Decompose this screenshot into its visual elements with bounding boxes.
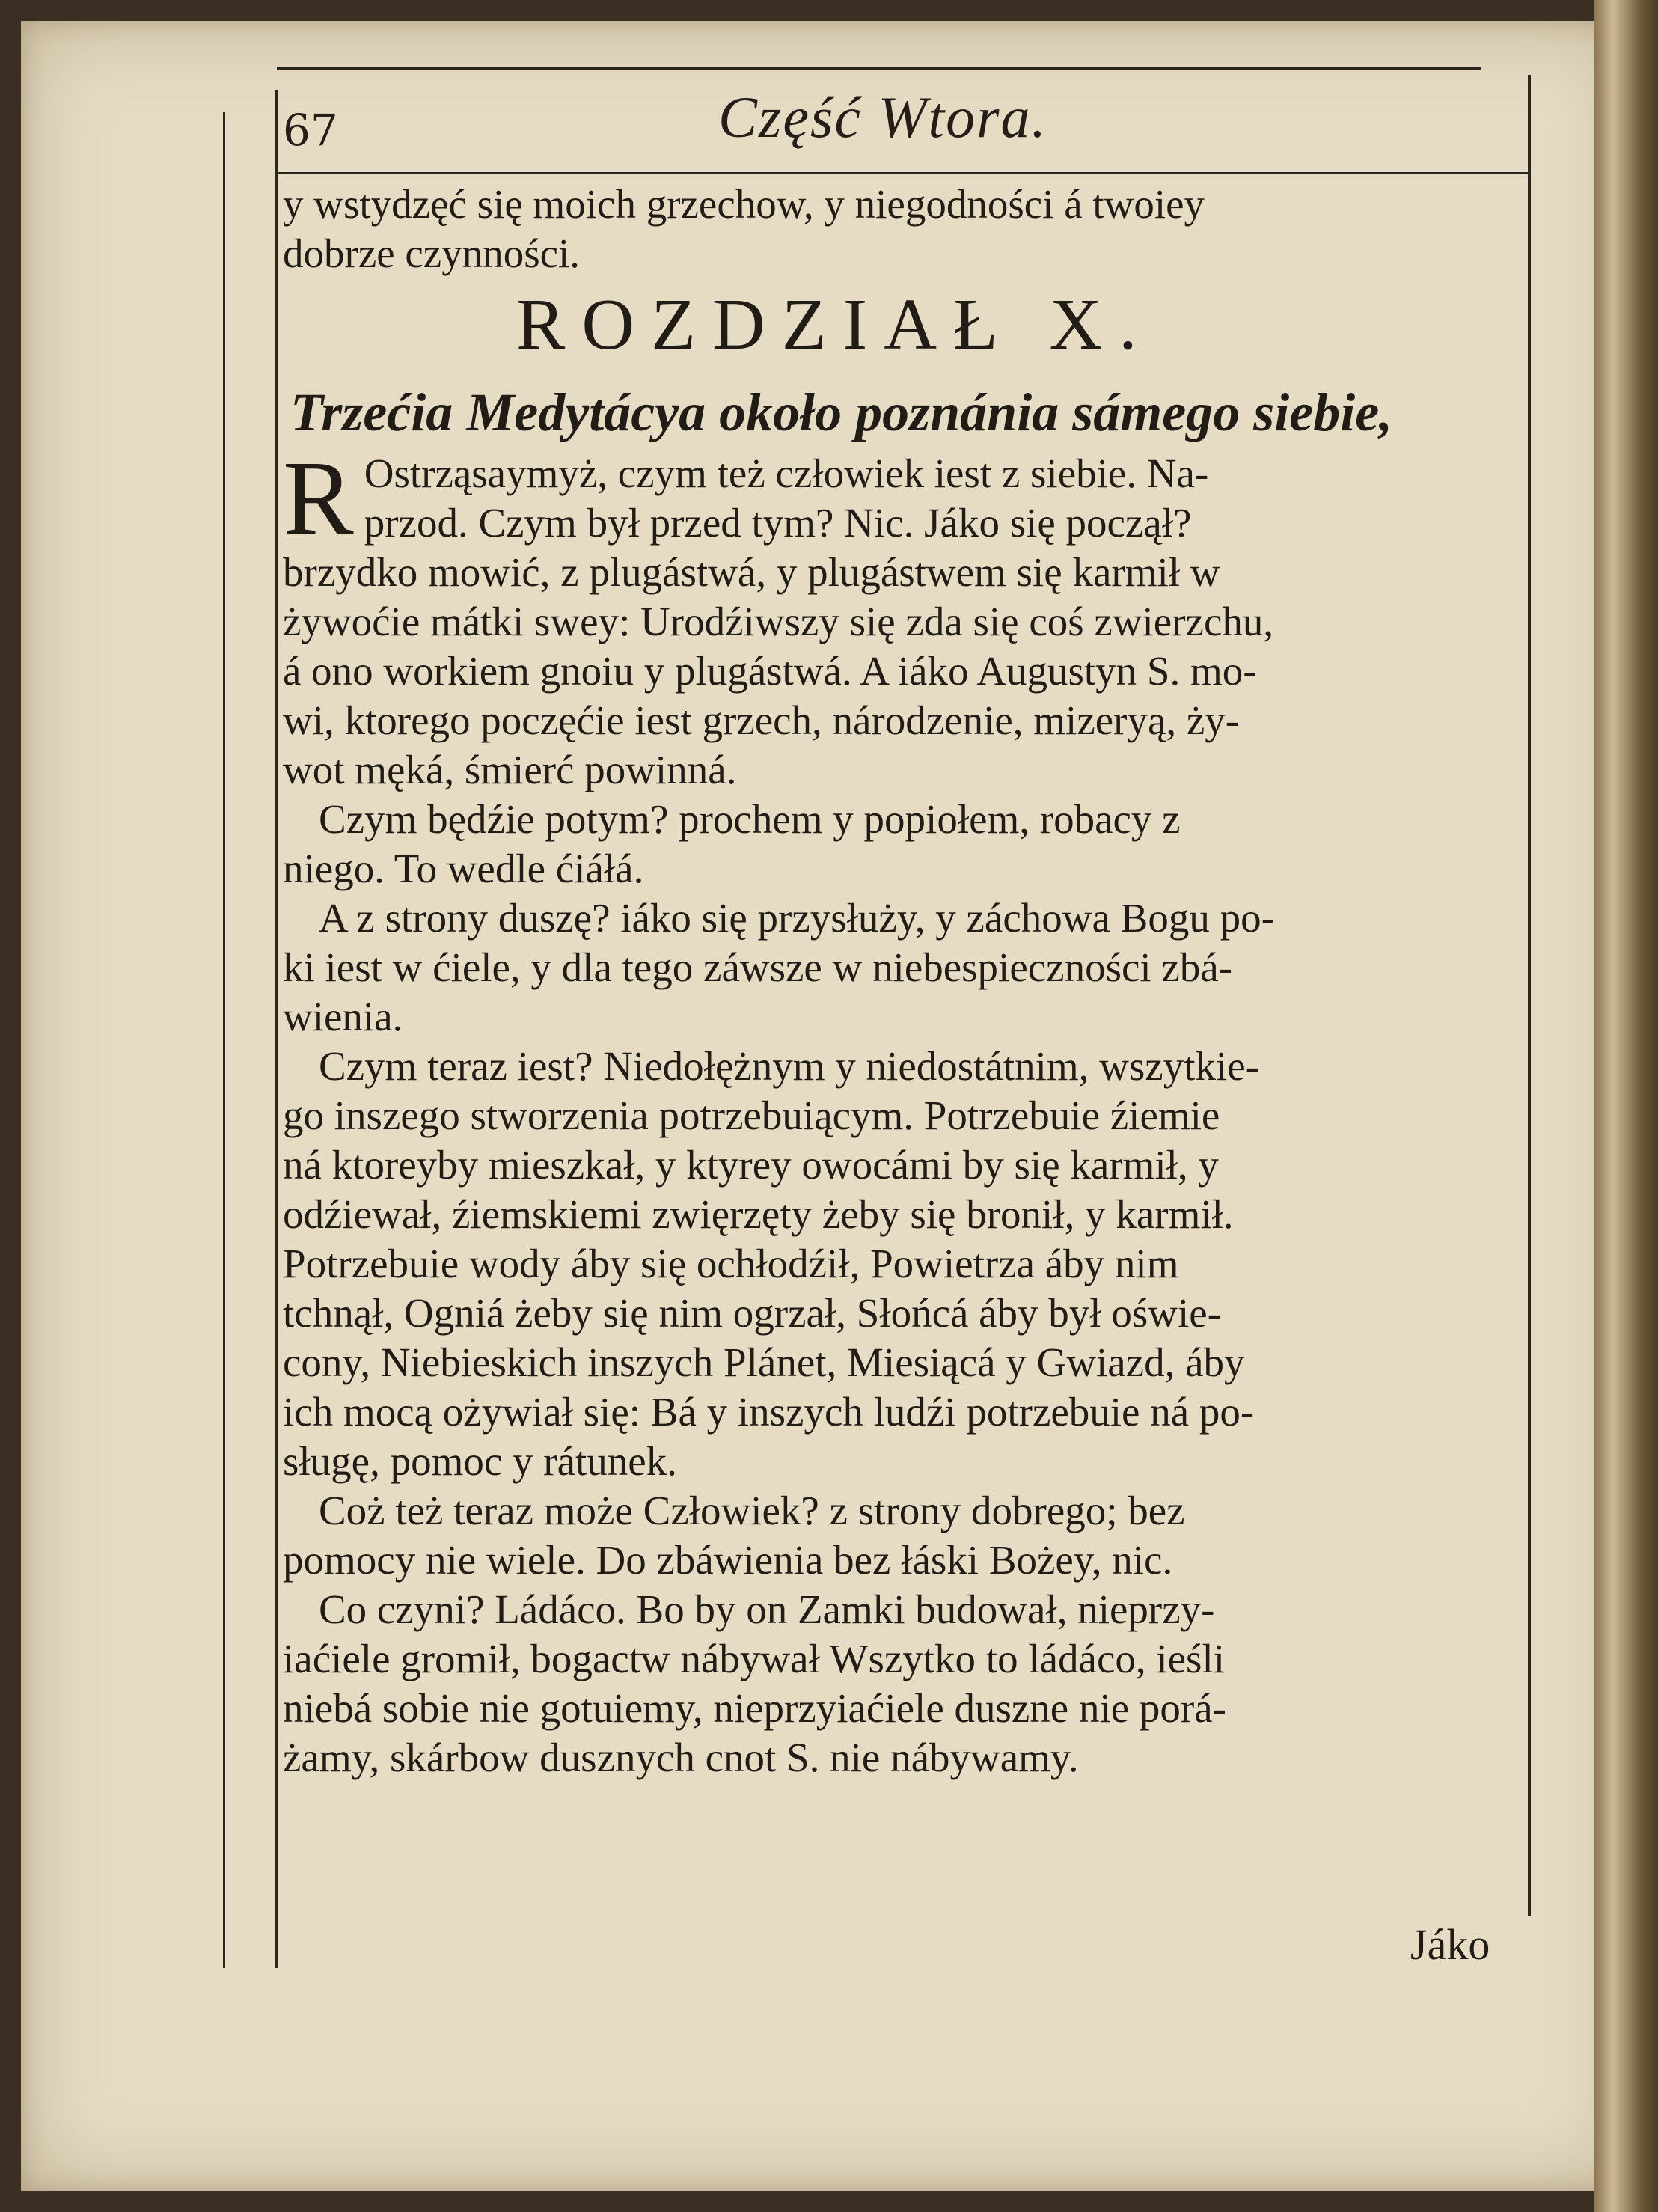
text-line: brzydko mowić, z plugástwá, y plugástwem się karmił w (283, 549, 1220, 595)
paragraph-4 (283, 1042, 1525, 1486)
text-line: dobrze czynności. (283, 230, 581, 276)
paragraph-5 (283, 1486, 1525, 1585)
text-line: Ostrząsaymyż, czym też człowiek iest z siebie. Na- (364, 450, 1209, 496)
frame-rule-top (277, 67, 1481, 70)
header-rule (277, 172, 1529, 174)
text-line: ich mocą ożywiał się: Bá y inszych ludźi potrzebuie ná po- (283, 1389, 1255, 1435)
text-line: y wstydzęć się moich grzechow, y niegodności á twoiey (283, 181, 1205, 227)
page-number: 67 (283, 105, 338, 156)
text-line: odźiewał, źiemskiemi zwięrzęty żeby się bronił, y karmił. (283, 1191, 1234, 1237)
text-line: ná ktoreyby mieszkał, y ktyrey owocámi by się karmił, y (283, 1142, 1219, 1188)
text-line: Czym będźie potym? prochem y popiołem, robacy z (319, 796, 1181, 842)
paragraph-3 (283, 893, 1525, 1042)
text-line: wi, ktorego poczęćie iest grzech, národzenie, mizeryą, ży- (283, 697, 1240, 743)
text-line: go inszego stworzenia potrzebuiącym. Potrzebuie źiemie (283, 1093, 1220, 1138)
frame-rule-left-outer (223, 112, 225, 1968)
text-line: wot męká, śmierć powinná. (283, 747, 737, 792)
text-line: cony, Niebieskich inszych Plánet, Miesiącá y Gwiazd, áby (283, 1339, 1245, 1385)
text-line: Coż też teraz może Człowiek? z strony dobrego; bez (319, 1488, 1185, 1533)
carry-over-text (283, 180, 1525, 278)
text-line: Co czyni? Ládáco. Bo by on Zamki budował, nieprzy- (319, 1586, 1215, 1632)
text-line: sługę, pomoc y rátunek. (283, 1438, 677, 1484)
text-line: Czym teraz iest? Niedołężnym y niedostátnim, wszytkie- (319, 1043, 1259, 1089)
chapter-title: ROZDZIAŁ X. (516, 284, 1154, 365)
paragraph-6 (283, 1585, 1525, 1782)
paragraph-1 (283, 439, 1525, 795)
text-line: tchnął, Ogniá żeby się nim ogrzał, Słońcá áby był oświe- (283, 1290, 1221, 1336)
running-title: Część Wtora. (718, 85, 1047, 150)
text-line: A z strony duszę? iáko się przysłuży, y záchowa Bogu po- (319, 895, 1275, 941)
text-line: przod. Czym był przed tym? Nic. Jáko się począł? (364, 500, 1192, 546)
chapter-subheading: Trzećia Medytácya około poznánia sámego siebie, (290, 382, 1393, 442)
paragraph-2 (283, 795, 1525, 893)
text-line: pomocy nie wiele. Do zbáwienia bez łáski Bożey, nic. (283, 1537, 1173, 1583)
text-line: wienia. (283, 994, 403, 1039)
drop-cap: R (283, 439, 354, 557)
text-line: iaćiele gromił, bogactw nábywał Wszytko to ládáco, ieśli (283, 1636, 1226, 1681)
frame-rule-right (1528, 75, 1531, 1916)
text-line: żamy, skárbow dusznych cnot S. nie nábywamy. (283, 1735, 1079, 1780)
body-text (283, 439, 1525, 1782)
catchword: Jáko (1410, 1920, 1490, 1969)
text-line: niebá sobie nie gotuiemy, nieprzyiaćiele duszne nie porá- (283, 1685, 1226, 1731)
text-line: Potrzebuie wody áby się ochłodźił, Powietrza áby nim (283, 1241, 1179, 1286)
frame-rule-left-inner (275, 90, 278, 1968)
text-line: á ono workiem gnoiu y plugástwá. A iáko Augustyn S. mo- (283, 648, 1257, 694)
text-line: niego. To wedle ćiáłá. (283, 846, 644, 891)
text-line: żywoćie mátki swey: Urodźiwszy się zda się coś zwierzchu, (283, 599, 1274, 644)
book-spine-edge (1594, 0, 1658, 2212)
text-line: ki iest w ćiele, y dla tego záwsze w niebespieczności zbá- (283, 944, 1233, 990)
